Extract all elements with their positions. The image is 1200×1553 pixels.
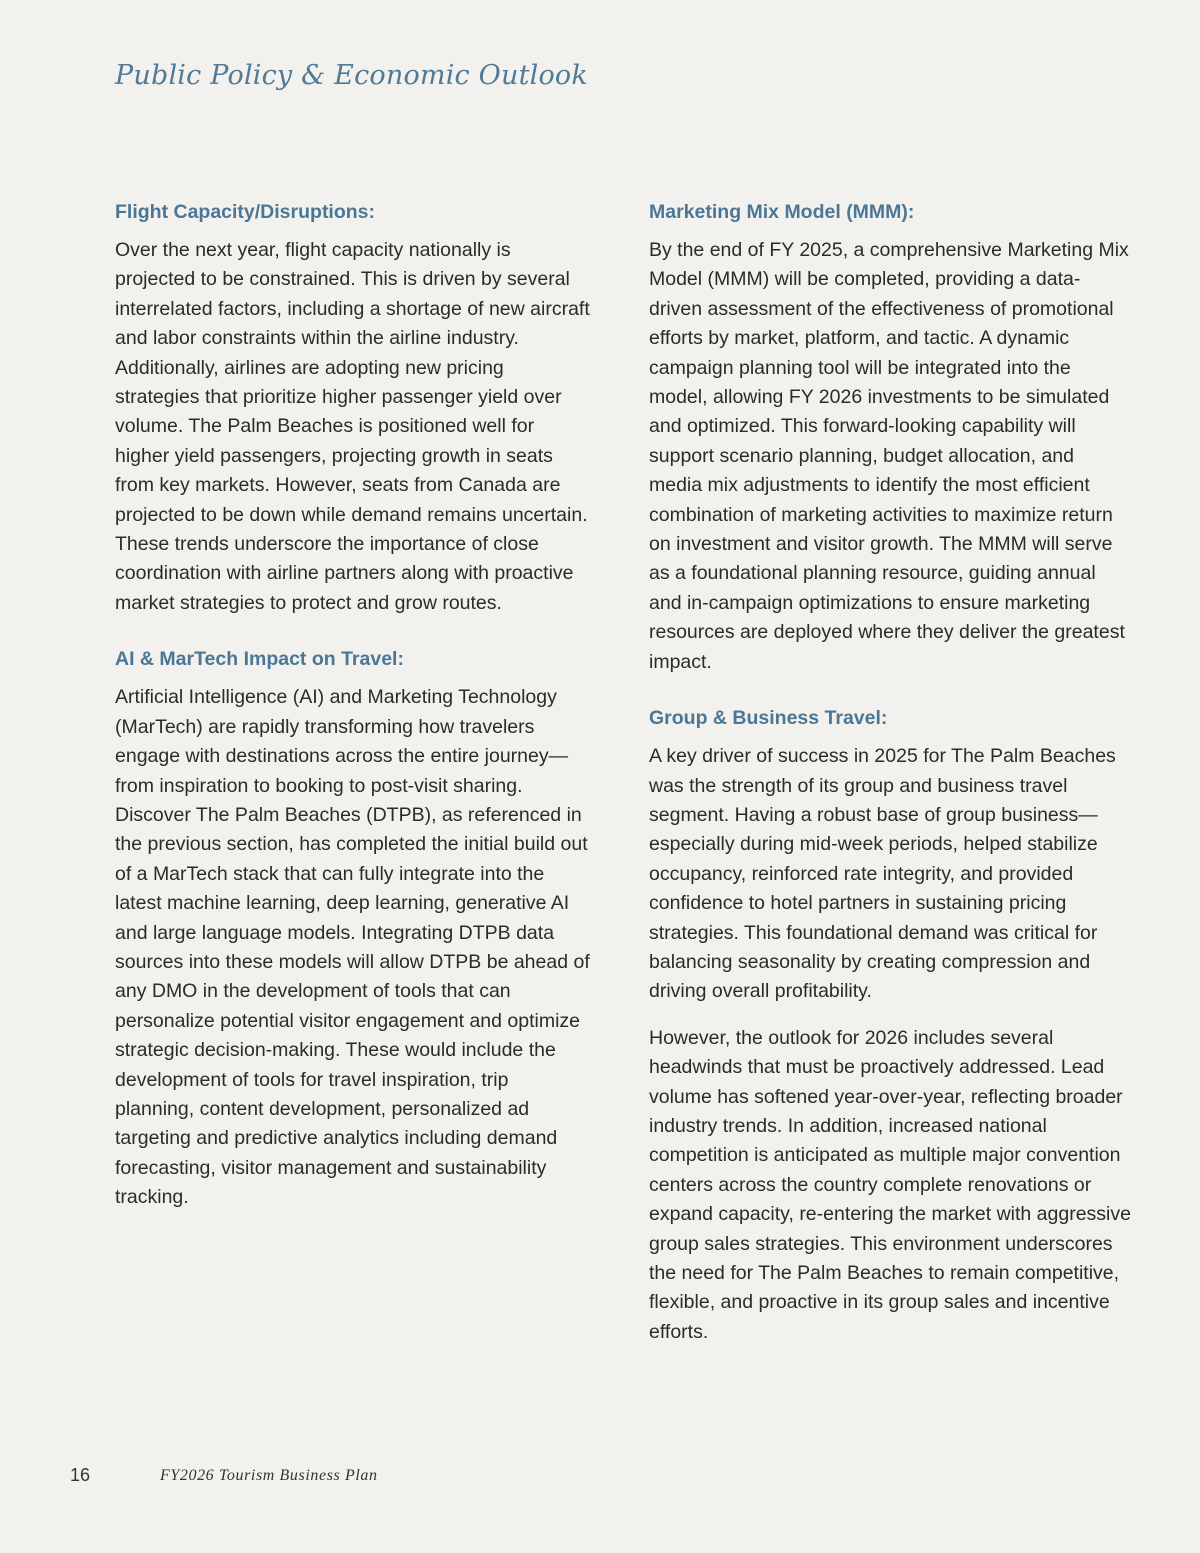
- paragraph: A key driver of success in 2025 for The Palm Beaches was the strength of its group and business travel segment. Having a robust base of group business—especially during mid-week periods, helped stabilize occupancy, reinforced rate integrity, and provided confidence to hotel partners in sustaining pricing strategies. This foundational demand was critical for balancing seasonality by creating compression and driving overall profitability.: [649, 745, 1116, 1003]
- left-column: [115, 198, 593, 1213]
- right-column: [649, 198, 1131, 1347]
- section-heading: Group & Business Travel:: [649, 707, 888, 730]
- section-heading: Flight Capacity/Disruptions:: [115, 201, 376, 223]
- footer-document-title: FY2026 Tourism Business Plan: [160, 1467, 378, 1484]
- section-flight-capacity: [115, 198, 593, 618]
- paragraph: Over the next year, flight capacity nationally is projected to be constrained. This is driven by several interrelated factors, including a shortage of new aircraft and labor constraints within the airline industry. Additionally, airlines are adopting new pricing strategies that prioritize higher passenger yield over volume. The Palm Beaches is positioned well for higher yield passengers, projecting growth in seats from key markets. However, seats from Canada are projected to be down while demand remains uncertain. These trends underscore the importance of close coordination with airline partners along with proactive market strategies to protect and grow routes.: [115, 239, 590, 614]
- page-number: 16: [70, 1465, 91, 1485]
- paragraph: By the end of FY 2025, a comprehensive Marketing Mix Model (MMM) will be completed, providing a data-driven assessment of the effectiveness of promotional efforts by market, platform, and tactic. A dynamic campaign planning tool will be integrated into the model, allowing FY 2026 investments to be simulated and optimized. This forward-looking capability will support scenario planning, budget allocation, and media mix adjustments to identify the most efficient combination of marketing activities to maximize return on investment and visitor growth. The MMM will serve as a foundational planning resource, guiding annual and in-campaign optimizations to ensure marketing resources are deployed where they deliver the greatest impact.: [649, 239, 1129, 673]
- section-marketing-mix-model: [649, 198, 1131, 677]
- section-ai-martech: [115, 645, 593, 1212]
- paragraph: However, the outlook for 2026 includes several headwinds that must be proactively addressed. Lead volume has softened year-over-year, reflecting broader industry trends. In addition, increased national competition is anticipated as multiple major convention centers across the country complete renovations or expand capacity, re-entering the market with aggressive group sales strategies. This environment underscores the need for The Palm Beaches to remain competitive, flexible, and proactive in its group sales and incentive efforts.: [649, 1026, 1131, 1343]
- section-heading: Marketing Mix Model (MMM):: [649, 201, 915, 223]
- section-heading: AI & MarTech Impact on Travel:: [115, 648, 404, 671]
- paragraph: Artificial Intelligence (AI) and Marketing Technology (MarTech) are rapidly transforming how travelers engage with destinations across the entire journey—from inspiration to booking to post-visit sharing. Discover The Palm Beaches (DTPB), as referenced in the previous section, has completed the initial build out of a MarTech stack that can fully integrate into the latest machine learning, deep learning, generative AI and large language models. Integrating DTPB data sources into these models will allow DTPB be ahead of any DMO in the development of tools that can personalize potential visitor engagement and optimize strategic decision-making. These would include the development of tools for travel inspiration, trip planning, content development, personalized ad targeting and predictive analytics including demand forecasting, visitor management and sustainability tracking.: [115, 686, 590, 1209]
- page-title: Public Policy & Economic Outlook: [115, 60, 588, 91]
- section-group-business-travel: [649, 704, 1131, 1347]
